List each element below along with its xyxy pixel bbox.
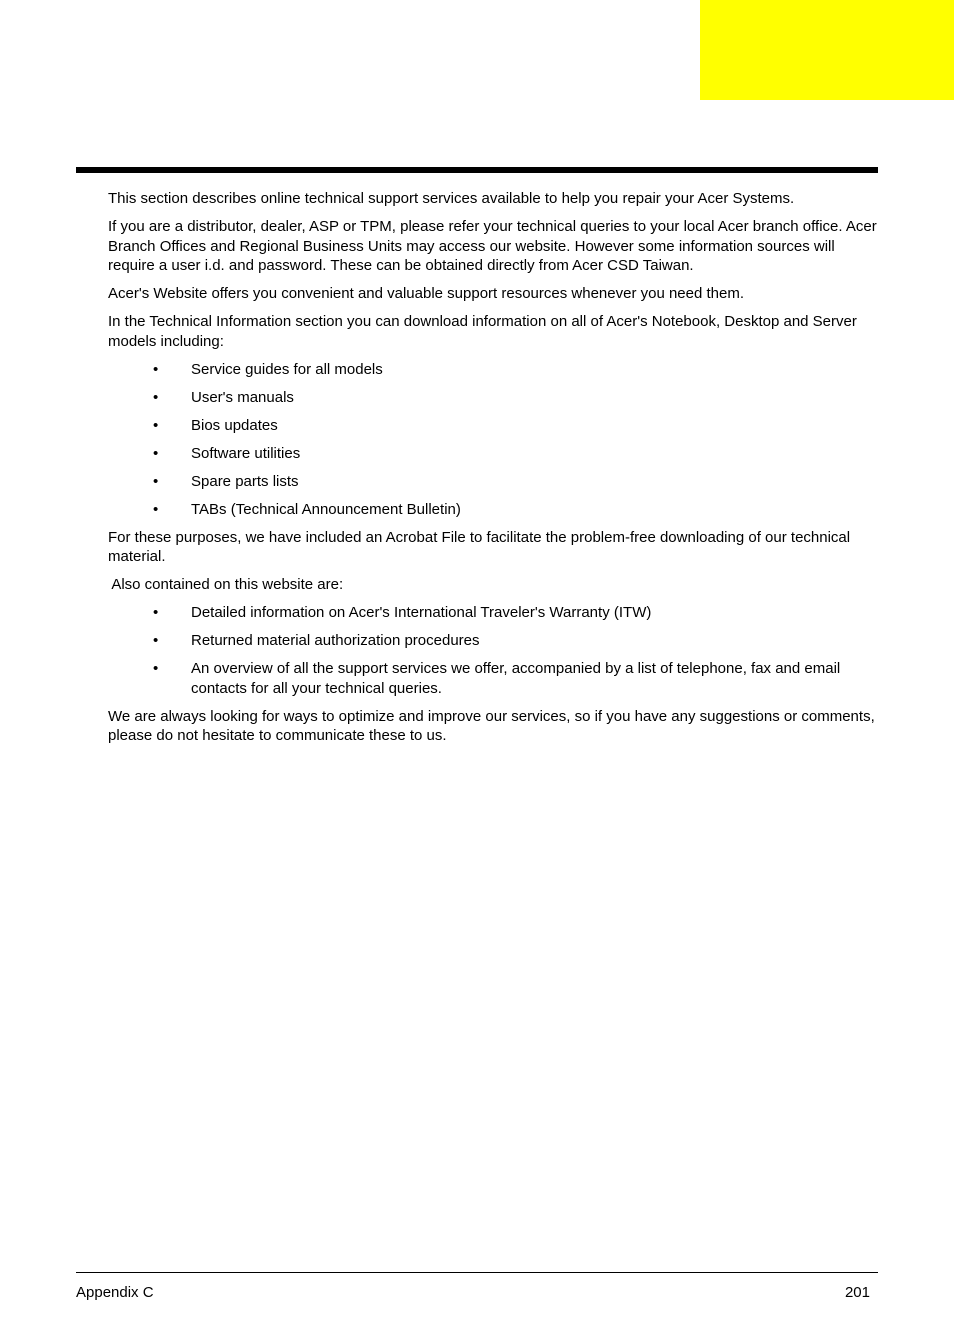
bullet-icon: • bbox=[153, 388, 159, 406]
header-rule bbox=[76, 167, 878, 173]
website-contents-list bbox=[108, 603, 878, 698]
also-contained-paragraph: Also contained on this website are: bbox=[108, 576, 344, 593]
list-item bbox=[108, 631, 878, 651]
list-item bbox=[108, 603, 878, 623]
bullet-icon: • bbox=[153, 632, 159, 649]
list-item-text: Software utilities bbox=[191, 444, 301, 462]
bullet-icon: • bbox=[153, 660, 159, 677]
list-item-text: Bios updates bbox=[191, 416, 278, 434]
website-paragraph: Acer's Website offers you convenient and valuable support resources whenever you need them. bbox=[108, 285, 745, 302]
list-item-text: An overview of all the support services we offer, accompanied by a list of telephone, fax and email contacts for all your technical queries. bbox=[191, 660, 841, 697]
bullet-icon: • bbox=[153, 444, 159, 462]
bullet-icon: • bbox=[153, 360, 159, 378]
chapter-tab-marker bbox=[700, 0, 954, 100]
bullet-icon: • bbox=[153, 472, 159, 490]
list-item-text: TABs (Technical Announcement Bulletin) bbox=[191, 500, 461, 518]
list-item-text: Detailed information on Acer's International Traveler's Warranty (ITW) bbox=[191, 604, 652, 621]
list-item bbox=[108, 472, 878, 492]
distributor-paragraph: If you are a distributor, dealer, ASP or TPM, please refer your technical queries to your local Acer branch office. Acer Branch Offices and Regional Business Units may access our website. However some information sources will require a user i.d. and password. These can be obtained directly from Acer CSD Taiwan. bbox=[108, 218, 877, 274]
list-item bbox=[108, 416, 878, 436]
intro-paragraph: This section describes online technical support services available to help you repair your Acer Systems. bbox=[108, 190, 795, 207]
list-item-text: Service guides for all models bbox=[191, 360, 383, 378]
page-body bbox=[108, 189, 878, 754]
bullet-icon: • bbox=[153, 604, 159, 621]
list-item bbox=[108, 444, 878, 464]
list-item bbox=[108, 360, 878, 380]
list-item bbox=[108, 500, 878, 520]
list-item-text: Returned material authorization procedures bbox=[191, 632, 480, 649]
footer-page-number: 201 bbox=[844, 1284, 870, 1301]
bullet-icon: • bbox=[153, 500, 159, 518]
list-item bbox=[108, 659, 878, 698]
technical-info-paragraph: In the Technical Information section you can download information on all of Acer's Notebook, Desktop and Server models including: bbox=[108, 313, 857, 350]
acrobat-paragraph: For these purposes, we have included an Acrobat File to facilitate the problem-free downloading of our technical material. bbox=[108, 528, 851, 565]
footer-rule bbox=[76, 1272, 878, 1273]
footer-section-label: Appendix C bbox=[76, 1284, 154, 1301]
bullet-icon: • bbox=[153, 416, 159, 434]
list-item-text: Spare parts lists bbox=[191, 472, 299, 490]
closing-paragraph: We are always looking for ways to optimize and improve our services, so if you have any suggestions or comments, please do not hesitate to communicate these to us. bbox=[108, 707, 875, 744]
download-list bbox=[108, 360, 878, 520]
list-item-text: User's manuals bbox=[191, 388, 294, 406]
list-item bbox=[108, 388, 878, 408]
